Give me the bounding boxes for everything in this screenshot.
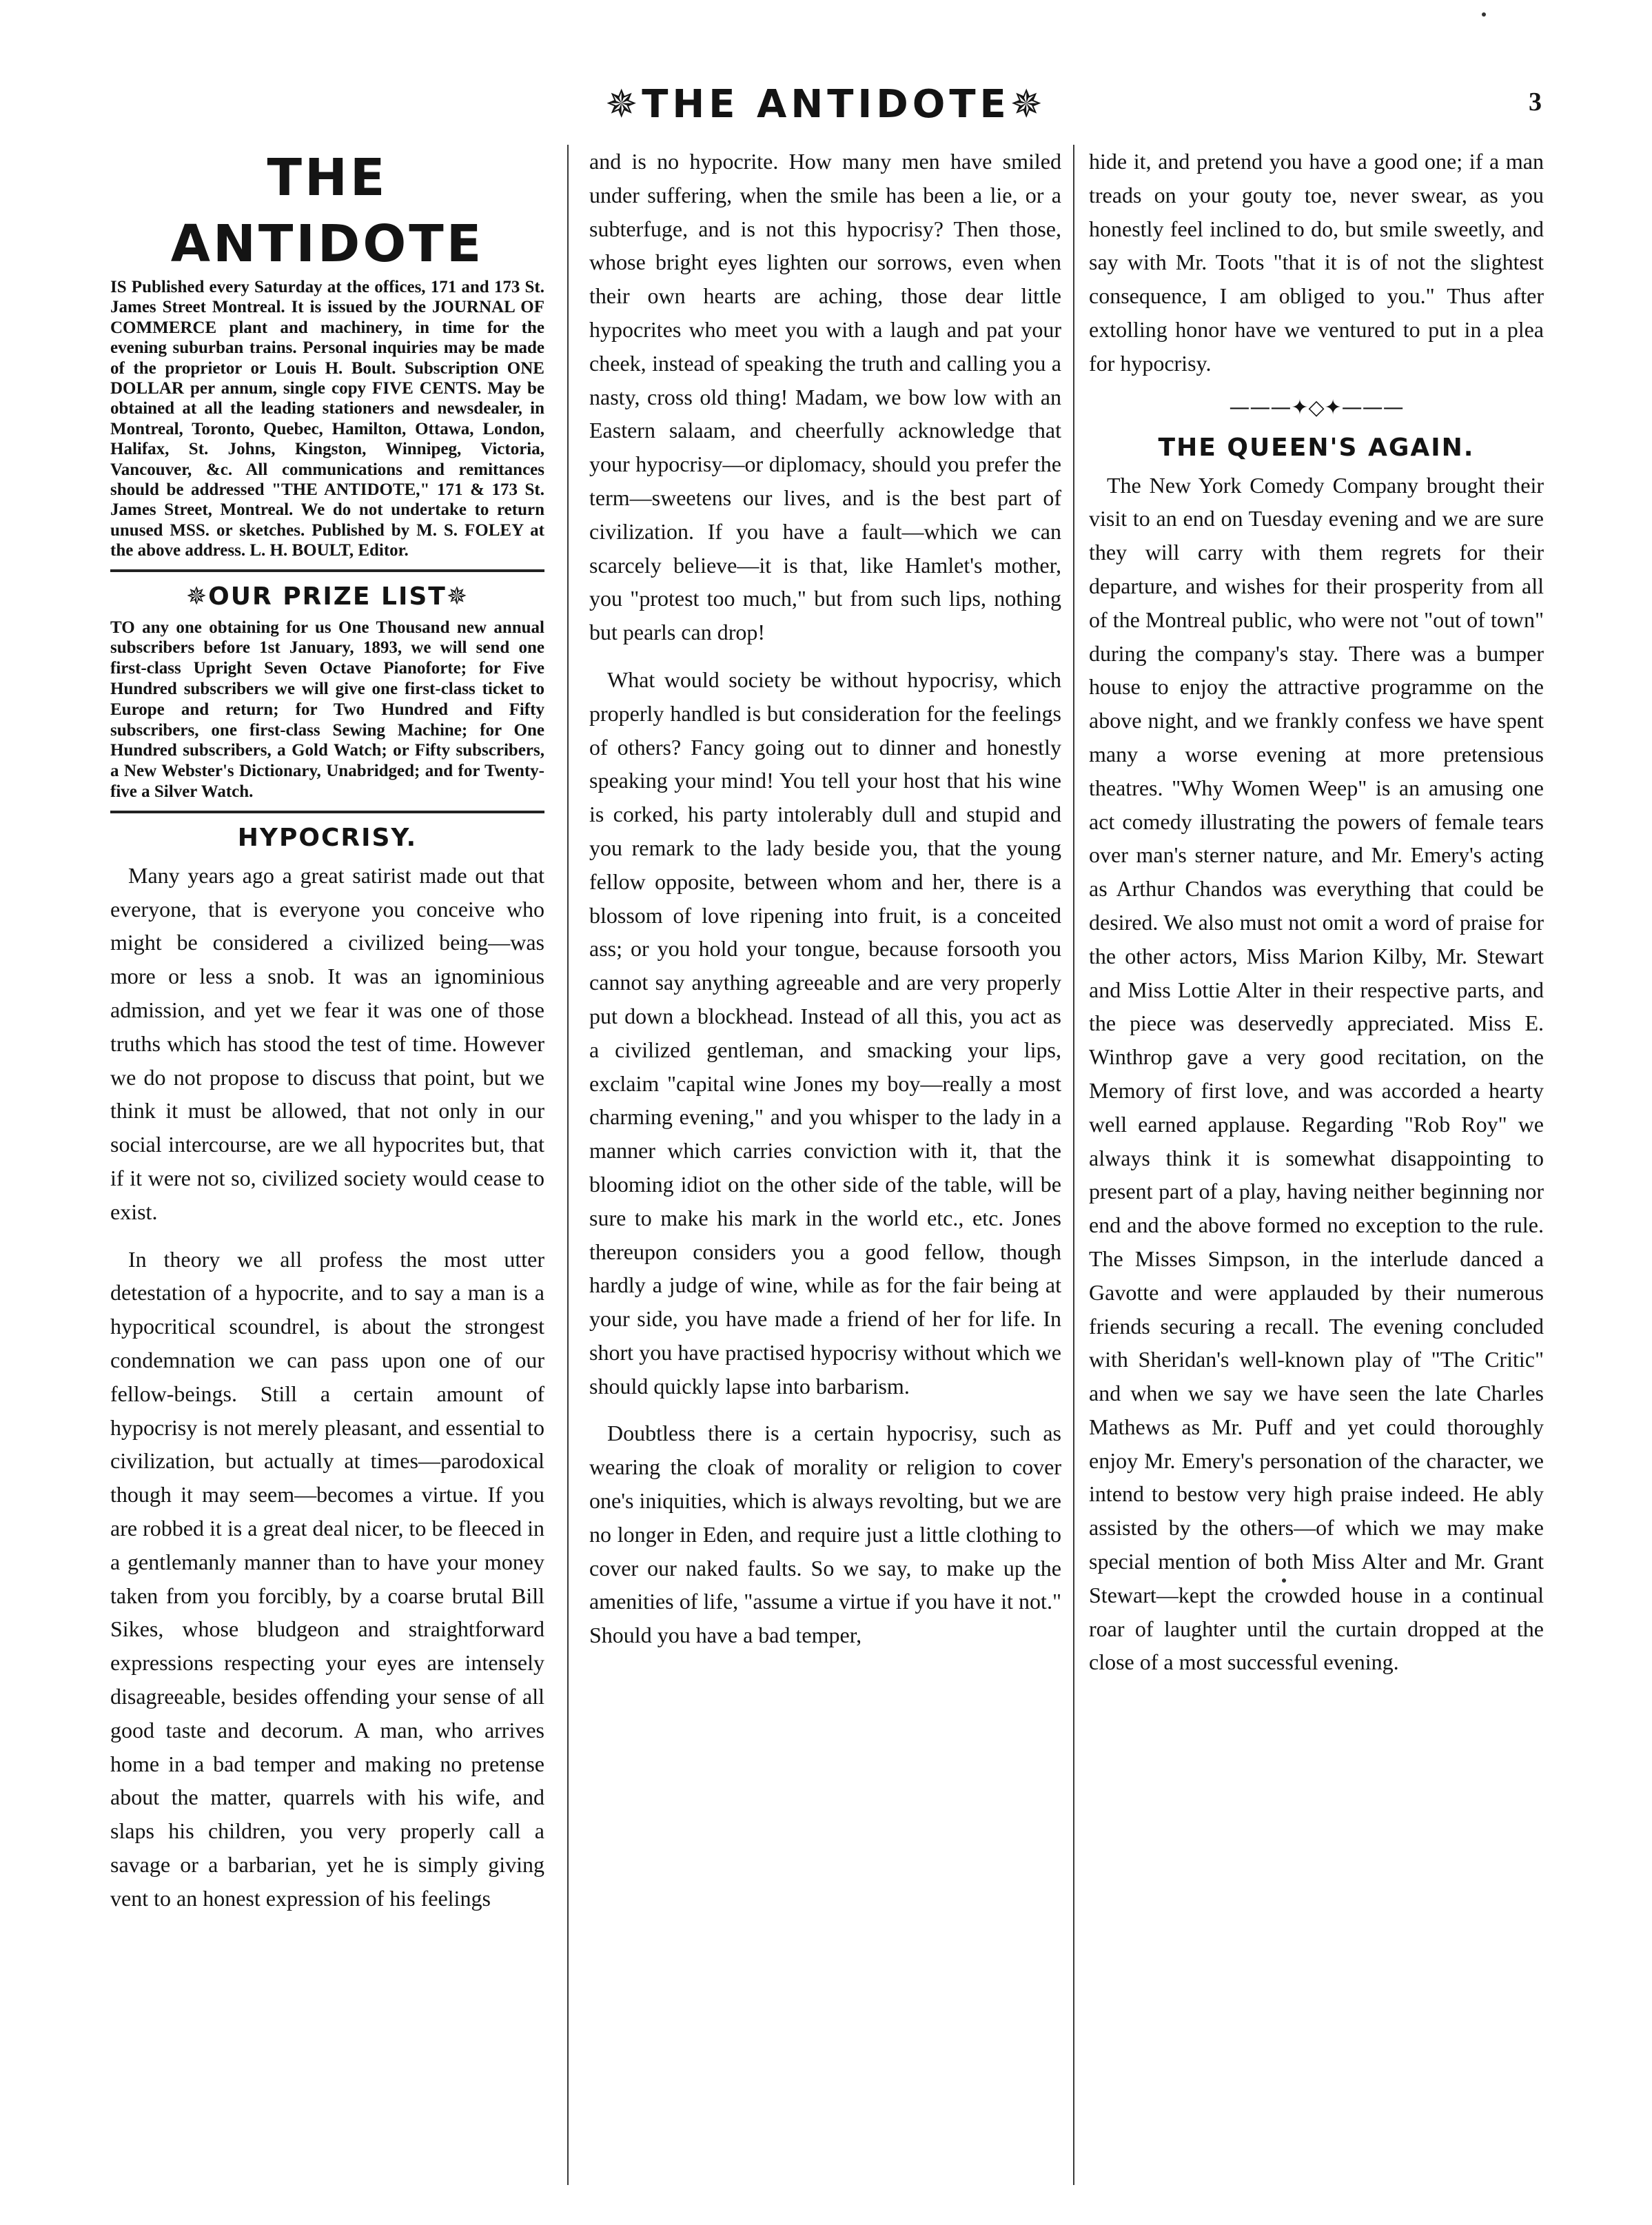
page-header (0, 77, 1652, 132)
article-paragraph: Many years ago a great satirist made out that everyone, that is everyone you conceive who might be considered a civilized being—was more or less a snob. It was an ignominious admission, and yet we fear it was one of those truths which has stood the test of time. However we do not propose to discuss that point, but we think it must be allowed, that not only in our social intercourse, are we all hypocrites but, that if it were not so, civilized society would cease to exist. (110, 862, 544, 1224)
prize-list-text: TO any one obtaining for us One Thousand new annual subscribers before 1st January, 1893, we will send one first-class Upright Seven Octave Pianoforte; for Five Hundred subscribers we will give one first-class ticket to Europe and return; for Two Hundred and Fifty subscribers, one first-class Sewing Machine; for One Hundred subscribers, a Gold Watch; or Fifty subscribers, a New Webster's Dictionary, Unabridged; and for Twenty-five a Silver Watch. (110, 618, 544, 802)
article-heading-queens: THE QUEEN'S AGAIN. (1158, 433, 1475, 462)
section-rule (110, 569, 544, 572)
ornament-divider: ———✦◇✦——— (1229, 395, 1404, 420)
section-rule (110, 811, 544, 813)
column-divider (567, 145, 569, 2185)
page-number: 3 (1529, 88, 1542, 116)
article-paragraph: What would society be without hypocrisy, which properly handled is but consideration for the feelings of others? Fancy going out to dinner and honestly speaking your mind! You tell your host that his wine is corked, his party intolerably dull and stupid and you remark to the lady beside you, that the young fellow opposite, between whom and her, there is a blossom of love ripening into fruit, is a conceited ass; or you hold your tongue, because forsooth you cannot say anything agreeable and are very properly put down a blockhead. Instead of all this, you act as a civilized gentleman, and smacking your lips, exclaim "capital wine Jones my boy—really a most charming evening," and you whisper to the lady in a manner which carries conviction with it, that the blooming idiot on the other side of the table, will be sure to make his mark in the world etc., etc. Jones thereupon considers you a good fellow, though hardly a judge of wine, while as for the fair being at your side, you have made a friend of her for life. In short you have practised hypocrisy without which we should quickly lapse into barbarism. (589, 667, 1061, 1399)
right-column (1089, 145, 1544, 2206)
article-heading-hypocrisy: HYPOCRISY. (237, 823, 418, 852)
article-paragraph: hide it, and pretend you have a good one; if a man treads on your gouty toe, never swear, as you honestly feel inclined to do, but smile sweetly, and say with Mr. Toots "that it is of not the slightest consequence, I am obliged to you." Thus after extolling honor have we ventured to put in a plea for hypocrisy. (1089, 149, 1544, 376)
running-title: ✵THE ANTIDOTE✵ (605, 82, 1047, 127)
article-paragraph: The New York Comedy Company brought their visit to an end on Tuesday evening and we are sure they will carry with them regrets for their departure, and wishes for their prosperity from all of the Montreal public, who were not "out of town" during the company's stay. There was a bumper house to enjoy the attractive programme on the above night, and we frankly confess we have spent many a worse evening at more pretensious theatres. "Why Women Weep" is an amusing one act comedy illustrating the powers of female tears over man's sterner nature, and Mr. Emery's acting as Arthur Chandos was everything that could be desired. We also must not omit a word of praise for the other actors, Miss Marion Kilby, Mr. Stewart and Miss Lottie Alter in their respective parts, and the piece was deservedly appreciated. Miss E. Winthrop gave a very good recitation, on the Memory of first love, and was accorded a hearty well earned applause. Regarding "Rob Roy" we always think it is somewhat disappointing to present part of a play, having neither beginning nor end and the above formed no exception to the rule. The Misses Simpson, in the interlude danced a Gavotte and were applauded by their numerous friends securing a recall. The evening concluded with Sheridan's well-known play of "The Critic" and when we say we have seen the late Charles Mathews as Mr. Puff and yet could thoroughly enjoy Mr. Emery's personation of the character, we intend to bestow very high praise indeed. He ably assisted by the others—of which we may make special mention of both Miss Alter and Mr. Grant Stewart—kept the crowded house in a continual roar of laughter until the curtain dropped at the close of a most successful evening. (1089, 472, 1544, 1675)
publication-imprint: IS Published every Saturday at the offices, 171 and 173 St. James Street Montreal. It is issued by the JOURNAL OF COMMERCE plant and machinery, in time for the evening suburban trains. Personal inquiries may be made of the proprietor or Louis H. Boult. Subscription ONE DOLLAR per annum, single copy FIVE CENTS. May be obtained at all the leading stationers and newsdealer, in Montreal, Toronto, Quebec, Hamilton, Ottawa, London, Halifax, St. Johns, Kingston, Winnipeg, Victoria, Vancouver, &c. All communications and remittances should be addressed "THE ANTIDOTE," 171 & 173 St. James Street, Montreal. We do not undertake to return unused MSS. or sketches. Published by M. S. FOLEY at the above address. L. H. BOULT, Editor. (110, 278, 544, 560)
masthead-title: THE ANTIDOTE (170, 148, 485, 274)
column-divider (1073, 145, 1074, 2185)
article-paragraph: and is no hypocrite. How many men have smiled under suffering, when the smile has been a lie, or a subterfuge, and is not this hypocrisy? Then those, whose bright eyes lighten our sorrows, even when their own hearts are aching, those dear little hypocrites who meet you with a laugh and pat your cheek, instead of speaking the truth and calling you a nasty, cross old thing! Madam, we bow low with an Eastern salaam, and cheerfully acknowledge that your hypocrisy—or diplomacy, should you prefer the term—sweetens our lives, and is the best part of civilization. If you have a fault—which we can scarcely believe—it is that, like Hamlet's mother, you "protest too much," but from such lips, nothing but pearls can drop! (589, 149, 1061, 645)
left-column (110, 145, 544, 2206)
print-speck (1482, 12, 1486, 17)
article-paragraph: In theory we all profess the most utter detestation of a hypocrite, and to say a man is a hypocritical scoundrel, is about the strongest condemnation we can pass upon one of our fellow-beings. Still a certain amount of hypocrisy is not merely pleasant, and essential to civilization, but actually at times—parodoxical though it may seem—becomes a virtue. If you are robbed it is a great deal nicer, to be fleeced in a gentlemanly manner than to have your money taken from you forcibly, by a coarse brutal Bill Sikes, whose bludgeon and straightforward expressions respecting your eyes are intensely disagreeable, besides offending your sense of all good taste and decorum. A man, who arrives home in a bad temper and making no pretense about the matter, quarrels with his wife, and slaps his children, you very properly call a savage or a barbarian, yet he is simply giving vent to an honest expression of his feelings (110, 1246, 544, 1911)
article-paragraph: Doubtless there is a certain hypocrisy, such as wearing the cloak of morality or religion to cover one's iniquities, which is always revolting, but we are no longer in Eden, and require just a little clothing to cover our naked faults. So we say, to make up the amenities of life, "assume a virtue if you have it not." Should you have a bad temper, (589, 1421, 1061, 1648)
print-speck (1282, 1578, 1286, 1583)
middle-column (589, 145, 1061, 2206)
prize-list-heading: ✵OUR PRIZE LIST✵ (186, 582, 469, 611)
